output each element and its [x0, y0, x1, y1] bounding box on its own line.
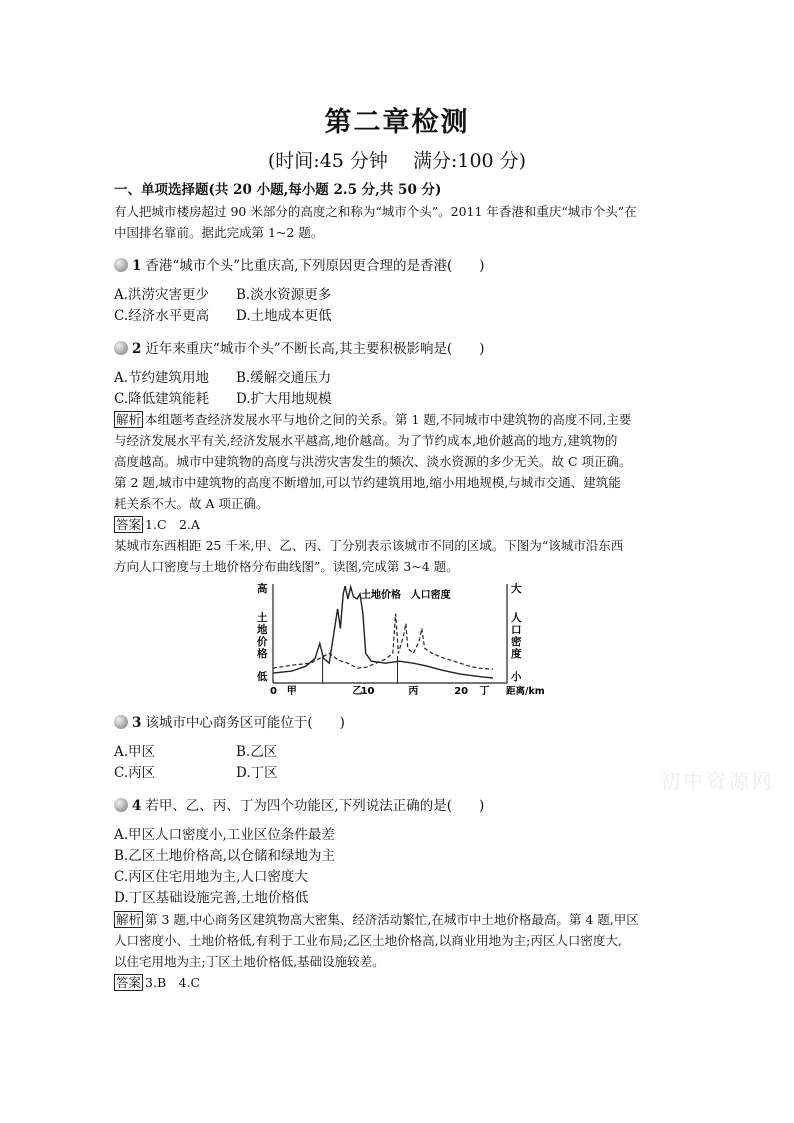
option-b: B.乙区	[236, 744, 278, 760]
x-tick-label: 10	[360, 686, 375, 697]
y-right-label-char: 人	[511, 612, 522, 624]
options-row	[114, 285, 694, 306]
question-number: 1	[132, 258, 142, 274]
analysis-line: 高度越高。城市中建筑物的高度与洪涝灾害发生的频次、淡水资源的多少无关。故 C 项正确。	[114, 454, 632, 469]
option-c: C.丙区	[114, 765, 156, 781]
answer-tag: 答案	[116, 517, 142, 532]
option-a: A.甲区人口密度小,工业区位条件最差	[114, 827, 335, 843]
y-right-label-char: 密	[511, 636, 522, 648]
y-left-high-label: 高	[257, 583, 268, 595]
section-heading: 一、单项选择题(共 20 小题,每小题 2.5 分,共 50 分)	[114, 182, 442, 198]
x-axis-label: 距离/km	[506, 686, 545, 697]
question-2	[114, 339, 694, 360]
options-row	[114, 306, 694, 327]
region-label: 丙	[408, 686, 419, 697]
y-right-low-label: 小	[511, 671, 522, 683]
region-label: 丁	[479, 686, 490, 697]
analysis-line: 耗关系不大。故 A 项正确。	[114, 496, 269, 511]
land-price-population-chart	[250, 576, 550, 700]
analysis-line: 解析 第 3 题,中心商务区建筑物高大密集、经济活动繁忙,在城市中土地价格最高。第 4 题,甲区	[116, 912, 639, 927]
y-left-axis-label	[257, 611, 268, 660]
page-title: 第二章检测	[324, 107, 470, 138]
y-right-label-char: 口	[511, 624, 522, 636]
answer-tag: 答案	[116, 975, 142, 990]
question-number: 3	[132, 715, 142, 731]
option-b: B.缓解交通压力	[236, 370, 332, 386]
region-label: 乙	[352, 686, 363, 697]
question-1	[114, 256, 694, 277]
analysis-line: 以住宅用地为主;丁区土地价格低,基础设施较差。	[114, 954, 385, 969]
option-d: D.丁区	[236, 765, 278, 781]
intro-line: 某城市东西相距 25 千米,甲、乙、丙、丁分别表示该城市不同的区域。下图为“该城市沿东西	[114, 538, 624, 553]
question-stem: 近年来重庆“城市个头”不断长高,其主要积极影响是( )	[145, 341, 485, 357]
option-a: A.洪涝灾害更少	[114, 287, 210, 303]
question-bullet-icon	[114, 798, 128, 812]
x-tick-label: 0	[270, 686, 277, 697]
analysis-line: 第 2 题,城市中建筑物的高度不断增加,可以节约建筑用地,缩小用地规模,与城市交通、建筑能	[114, 475, 621, 490]
y-left-label-char: 格	[257, 648, 268, 660]
intro-line: 中国排名靠前。据此完成第 1~2 题。	[114, 225, 324, 240]
question-stem: 若甲、乙、丙、丁为四个功能区,下列说法正确的是( )	[145, 798, 485, 814]
options-row	[114, 742, 694, 763]
question-3	[114, 713, 694, 734]
option-d: D.丁区基础设施完善,土地价格低	[114, 890, 309, 906]
option-b: B.乙区土地价格高,以仓储和绿地为主	[114, 848, 336, 864]
option-a: A.甲区	[114, 744, 156, 760]
option-c: C.丙区住宅用地为主,人口密度大	[114, 869, 308, 885]
question-bullet-icon	[114, 715, 128, 729]
intro-line: 方向人口密度与土地价格分布曲线图”。读图,完成第 3~4 题。	[114, 559, 459, 574]
x-tick-label: 20	[454, 686, 469, 697]
option-c: C.经济水平更高	[114, 308, 210, 324]
options-row	[114, 368, 694, 389]
answer-line: 答案 3.B 4.C	[116, 975, 201, 990]
y-right-axis-label	[511, 611, 522, 660]
option-c: C.降低建筑能耗	[114, 391, 210, 407]
region-label: 甲	[286, 686, 297, 697]
intro-line: 有人把城市楼房超过 90 米部分的高度之和称为“城市个头”。2011 年香港和重庆“城市个头”在	[114, 204, 637, 219]
series-labels	[361, 588, 451, 601]
option-d: D.扩大用地规模	[236, 391, 332, 407]
analysis-line: 与经济发展水平有关,经济发展水平越高,地价越高。为了节约成本,地价越高的地方,建筑物的	[114, 433, 618, 448]
land-price-series-label: 土地价格	[360, 590, 401, 601]
options-row	[114, 763, 694, 784]
analysis-tag: 解析	[116, 912, 142, 927]
option-d: D.土地成本更低	[236, 308, 332, 324]
y-left-low-label: 低	[257, 671, 268, 683]
page-subtitle: (时间:45 分钟 满分:100 分)	[267, 150, 527, 172]
y-left-label-char: 价	[257, 636, 268, 648]
answer-line: 答案 1.C 2.A	[116, 517, 200, 532]
y-right-high-label: 大	[511, 583, 522, 595]
population-series-label: 人口密度	[410, 590, 451, 601]
question-bullet-icon	[114, 341, 128, 355]
question-number: 2	[132, 341, 142, 357]
question-4	[114, 796, 694, 817]
analysis-line: 解析 本组题考查经济发展水平与地价之间的关系。第 1 题,不同城市中建筑物的高度不同,主要	[116, 412, 632, 427]
option-b: B.淡水资源更多	[236, 287, 332, 303]
population-density-line	[273, 614, 493, 669]
watermark: 初中资源网	[660, 769, 775, 793]
question-number: 4	[132, 798, 142, 814]
options-row	[114, 389, 694, 410]
y-left-label-char: 土	[257, 612, 268, 624]
analysis-line: 人口密度小、土地价格低,有利于工业布局;乙区土地价格高,以商业用地为主;丙区人口密度大,	[114, 933, 622, 948]
analysis-tag: 解析	[116, 412, 142, 427]
question-bullet-icon	[114, 258, 128, 272]
x-ticks	[270, 686, 468, 697]
question-stem: 该城市中心商务区可能位于( )	[145, 715, 345, 731]
question-stem: 香港“城市个头”比重庆高,下列原因更合理的是香港( )	[145, 258, 485, 274]
region-dividers	[323, 656, 398, 683]
y-right-label-char: 度	[511, 648, 522, 660]
y-left-label-char: 地	[257, 624, 268, 636]
option-a: A.节约建筑用地	[114, 370, 210, 386]
